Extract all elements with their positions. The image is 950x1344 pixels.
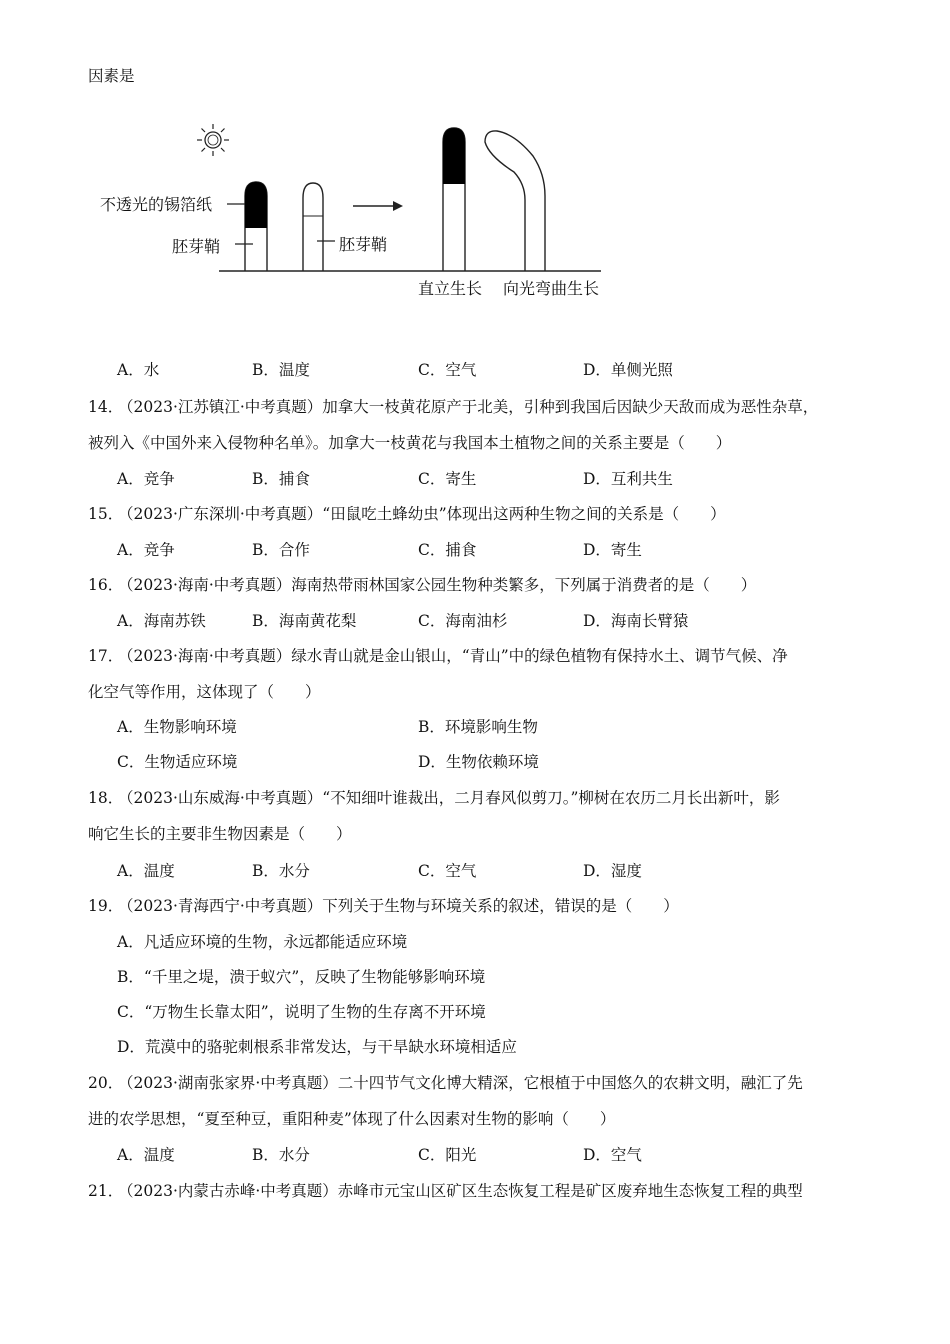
option[interactable]: C．捕食 xyxy=(418,541,477,559)
option[interactable]: B．水分 xyxy=(252,1146,310,1164)
option[interactable]: A．水 xyxy=(117,361,160,379)
option[interactable]: B．海南黄花梨 xyxy=(252,612,357,630)
question-stem: 化空气等作用，这体现了（ ） xyxy=(88,683,321,701)
coleoptile-figure xyxy=(95,118,615,308)
question-stem: （2023·内蒙古赤峰·中考真题）赤峰市元宝山区矿区生态恢复工程是矿区废弃地生态恢复工程的典型 xyxy=(118,1182,803,1200)
coleoptile-bent xyxy=(485,131,545,271)
sun-icon xyxy=(197,124,229,156)
option[interactable]: C．空气 xyxy=(418,361,477,379)
option[interactable]: D．空气 xyxy=(583,1146,642,1164)
option[interactable]: D．荒漠中的骆驼刺根系非常发达，与干旱缺水环境相适应 xyxy=(117,1038,517,1056)
option[interactable]: C．寄生 xyxy=(418,470,477,488)
label-coleoptile-left: 胚芽鞘 xyxy=(172,237,221,256)
question-stem: 响它生长的主要非生物因素是（ ） xyxy=(88,825,352,843)
question-stem: （2023·广东深圳·中考真题）“田鼠吃土蜂幼虫”体现出这两种生物之间的关系是（ ） xyxy=(118,505,726,523)
option[interactable]: A．温度 xyxy=(117,862,175,880)
coleoptile-without-foil xyxy=(303,183,323,271)
option[interactable]: D．生物依赖环境 xyxy=(418,753,539,771)
question-number: 17． xyxy=(88,647,124,665)
question-stem: （2023·海南·中考真题）绿水青山就是金山银山，“青山”中的绿色植物有保持水土、调节气候、净 xyxy=(118,647,788,665)
label-phototropic-growth: 向光弯曲生长 xyxy=(503,279,600,298)
label-upright-growth: 直立生长 xyxy=(418,279,483,298)
question-stem: （2023·青海西宁·中考真题）下列关于生物与环境关系的叙述，错误的是（ ） xyxy=(118,897,679,915)
option[interactable]: B．“千里之堤，溃于蚁穴”，反映了生物能够影响环境 xyxy=(117,968,486,986)
option[interactable]: C．阳光 xyxy=(418,1146,477,1164)
question-number: 21． xyxy=(88,1182,124,1200)
question-number: 18． xyxy=(88,789,124,807)
option[interactable]: C．海南油杉 xyxy=(418,612,508,630)
option[interactable]: A．竞争 xyxy=(117,470,175,488)
label-foil: 不透光的锡箔纸 xyxy=(100,195,213,214)
option[interactable]: D．寄生 xyxy=(583,541,642,559)
option[interactable]: A．凡适应环境的生物，永远都能适应环境 xyxy=(117,933,408,951)
option[interactable]: A．生物影响环境 xyxy=(117,718,237,736)
option[interactable]: B．捕食 xyxy=(252,470,310,488)
option[interactable]: D．单侧光照 xyxy=(583,361,673,379)
option[interactable]: B．合作 xyxy=(252,541,310,559)
question-number: 19． xyxy=(88,897,124,915)
question-stem: （2023·山东威海·中考真题）“不知细叶谁裁出，二月春风似剪刀。”柳树在农历二月长出新叶，影 xyxy=(118,789,780,807)
option[interactable]: C．空气 xyxy=(418,862,477,880)
question-13-stem-tail: 因素是 xyxy=(88,67,135,85)
question-number: 16． xyxy=(88,576,124,594)
arrow-head xyxy=(393,201,403,211)
option[interactable]: B．温度 xyxy=(252,361,310,379)
question-number: 14． xyxy=(88,398,124,416)
question-number: 15． xyxy=(88,505,124,523)
option[interactable]: A．温度 xyxy=(117,1146,175,1164)
question-stem: 被列入《中国外来入侵物种名单》。加拿大一枝黄花与我国本土植物之间的关系主要是（ ） xyxy=(88,434,732,452)
option[interactable]: B．环境影响生物 xyxy=(418,718,538,736)
option[interactable]: C．“万物生长靠太阳”，说明了生物的生存离不开环境 xyxy=(117,1003,486,1021)
question-stem: （2023·海南·中考真题）海南热带雨林国家公园生物种类繁多，下列属于消费者的是（ ） xyxy=(118,576,757,594)
option[interactable]: D．湿度 xyxy=(583,862,642,880)
question-stem: 进的农学思想，“夏至种豆，重阳种麦”体现了什么因素对生物的影响（ ） xyxy=(88,1110,616,1128)
question-number: 20． xyxy=(88,1074,124,1092)
option[interactable]: A．海南苏铁 xyxy=(117,612,206,630)
option[interactable]: A．竞争 xyxy=(117,541,175,559)
label-coleoptile-right: 胚芽鞘 xyxy=(339,235,388,254)
foil-cap xyxy=(245,182,267,228)
option[interactable]: C．生物适应环境 xyxy=(117,753,238,771)
option[interactable]: D．海南长臂猿 xyxy=(583,612,689,630)
question-stem: （2023·江苏镇江·中考真题）加拿大一枝黄花原产于北美，引种到我国后因缺少天敌而成为恶性杂草， xyxy=(118,398,819,416)
question-stem: （2023·湖南张家界·中考真题）二十四节气文化博大精深，它根植于中国悠久的农耕文明，融汇了先 xyxy=(118,1074,803,1092)
option[interactable]: D．互利共生 xyxy=(583,470,673,488)
option[interactable]: B．水分 xyxy=(252,862,310,880)
